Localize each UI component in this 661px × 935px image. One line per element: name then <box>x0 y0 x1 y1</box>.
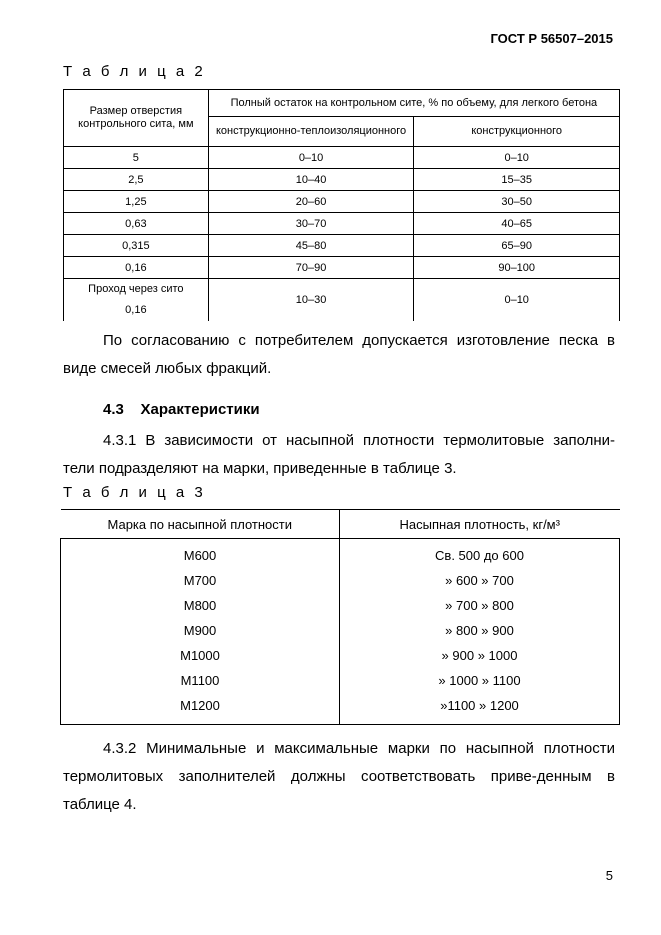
table2-cell: 0–10 <box>208 147 414 169</box>
table3-cell: М700 <box>61 568 340 593</box>
table3-caption: Т а б л и ц а 3 <box>63 484 206 501</box>
table-row <box>64 191 620 213</box>
table-row <box>61 539 620 569</box>
table2-cell: 20–60 <box>208 191 414 213</box>
table-row <box>61 643 620 668</box>
table2-cell: 30–50 <box>414 191 620 213</box>
table3-cell: М600 <box>61 539 340 569</box>
table2-col2-header: конструкционно-теплоизоляционного <box>208 117 414 147</box>
table-row <box>61 618 620 643</box>
table3-col1-header: Марка по насыпной плотности <box>61 510 340 539</box>
page-number: 5 <box>605 868 613 883</box>
table2-cell: 90–100 <box>414 257 620 279</box>
section-heading <box>103 401 260 418</box>
text-line: По согласованию с потребителем допускается изготовление песка в <box>103 332 615 349</box>
table3-cell: » 900 » 1000 <box>340 643 620 668</box>
table2-pass-size: 0,16 <box>125 304 147 316</box>
table2-cell: 10–30 <box>208 279 414 322</box>
table2-cell: 65–90 <box>414 235 620 257</box>
table2-cell: 70–90 <box>208 257 414 279</box>
table2-cell: 0,63 <box>64 213 209 235</box>
table3-col2-header: Насыпная плотность, кг/м³ <box>340 510 620 539</box>
table3-cell: » 600 » 700 <box>340 568 620 593</box>
table3-cell: М800 <box>61 593 340 618</box>
text-line: термолитовых заполнителей должны соответствовать приве-денным в <box>63 768 615 785</box>
table2-cell: 2,5 <box>64 169 209 191</box>
document-code: ГОСТ Р 56507–2015 <box>490 31 613 46</box>
text-line: 4.3.2 Минимальные и максимальные марки по насыпной плотности <box>103 740 615 757</box>
table2-cell: 0,16 <box>64 257 209 279</box>
table2-pass-label: Проход через сито <box>88 283 184 295</box>
section-number: 4.3 <box>103 401 124 418</box>
paragraph-4-3-2 <box>63 735 615 819</box>
table2-group-header: Полный остаток на контрольном сите, % по объему, для легкого бетона <box>208 90 619 117</box>
text-line: виде смесей любых фракций. <box>63 360 272 377</box>
table-row <box>61 693 620 725</box>
paragraph-mix <box>63 327 615 383</box>
table2-col3-header: конструкционного <box>414 117 620 147</box>
table2 <box>63 89 620 321</box>
table3-cell: М1200 <box>61 693 340 725</box>
table2-cell: 1,25 <box>64 191 209 213</box>
table3-cell: М900 <box>61 618 340 643</box>
paragraph-4-3-1 <box>63 427 615 483</box>
table-row <box>64 213 620 235</box>
table2-cell: 40–65 <box>414 213 620 235</box>
table2-cell <box>64 279 209 322</box>
table2-cell: 15–35 <box>414 169 620 191</box>
table3-cell: М1000 <box>61 643 340 668</box>
table-row <box>61 568 620 593</box>
section-title: Характеристики <box>140 401 260 418</box>
table-row <box>64 257 620 279</box>
table3 <box>60 509 620 725</box>
table-row <box>64 147 620 169</box>
table2-cell: 0–10 <box>414 147 620 169</box>
table2-cell: 30–70 <box>208 213 414 235</box>
table2-cell: 0–10 <box>414 279 620 322</box>
table2-caption: Т а б л и ц а 2 <box>63 63 206 80</box>
table-row <box>61 668 620 693</box>
text-line: 4.3.1 В зависимости от насыпной плотности термолитовые заполни- <box>103 432 615 449</box>
table2-cell: 10–40 <box>208 169 414 191</box>
text-line: таблице 4. <box>63 796 137 813</box>
table3-cell: Св. 500 до 600 <box>340 539 620 569</box>
table-row <box>64 169 620 191</box>
table2-cell: 5 <box>64 147 209 169</box>
table-row <box>61 593 620 618</box>
table2-col1-header: Размер отверстия контрольного сита, мм <box>64 90 209 147</box>
table2-cell: 0,315 <box>64 235 209 257</box>
table3-cell: М1100 <box>61 668 340 693</box>
table2-cell: 45–80 <box>208 235 414 257</box>
table3-cell: » 700 » 800 <box>340 593 620 618</box>
table-row <box>64 235 620 257</box>
table3-cell: » 800 » 900 <box>340 618 620 643</box>
table3-cell: » 1000 » 1100 <box>340 668 620 693</box>
text-line: тели подразделяют на марки, приведенные в таблице 3. <box>63 460 457 477</box>
table-row <box>64 279 620 322</box>
table3-cell: »1100 » 1200 <box>340 693 620 725</box>
